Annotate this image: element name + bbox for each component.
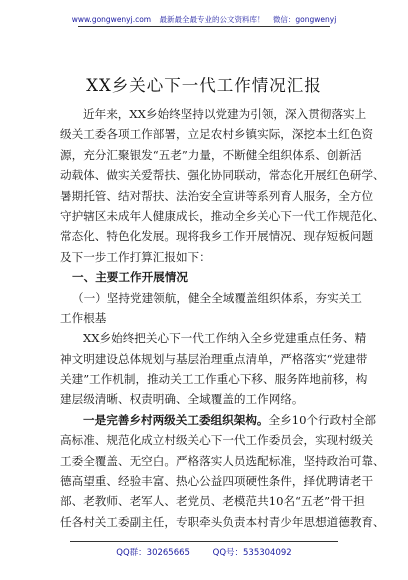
wechat-id: 微信：gongwenyj [272, 15, 337, 24]
text-line: 工委全覆盖、无空白。严格落实人员选配标准，坚持政治可靠、 [60, 453, 385, 468]
subsection-heading-cont: 工作根基 [60, 310, 107, 325]
text-line: 暑期托管、结对帮扶、法治安全宣讲等系列育人服务，全方位 [60, 188, 374, 203]
qq-group: QQ群：30265665 [116, 548, 190, 558]
lead-rest: 全乡10个行政村全部 [268, 412, 377, 427]
text-line: 常态化、特色化发展。现将我乡工作开展情况、现存短板问题 [60, 229, 374, 244]
text-line: 部、老教师、老军人、老党员、老模范共10名“五老”骨干担 [60, 494, 365, 509]
text-line: 源，充分汇聚银发“五老”力量，不断健全组织体系、创新活 [60, 147, 362, 162]
section-heading: 一、主要工作开展情况 [72, 270, 188, 285]
text-line: 近年来，XX乡始终坚持以党建为引领，深入贯彻落实上 [83, 107, 367, 121]
text-line: 级关工委各项工作部署，立足农村乡镇实际，深挖本土红色资 [60, 127, 374, 142]
text-line: 及下一步工作打算汇报如下： [60, 249, 211, 264]
document-body [60, 104, 385, 532]
text-line: 守护辖区未成年人健康成长，推动全乡关心下一代工作规范化、 [60, 208, 385, 223]
text-line [60, 410, 377, 430]
text-line: 动载体、做实关爱帮扶、强化协同联动，常态化开展红色研学、 [60, 168, 385, 183]
bold-lead: 一是完善乡村两级关工委组织架构。 [83, 412, 269, 427]
footer [0, 546, 408, 558]
text-line: XX乡始终把关心下一代工作纳入全乡党建重点任务、精 [83, 331, 367, 346]
text-line: 德高望重、经验丰富、热心公益四项硬性条件，择优聘请老干 [60, 474, 374, 489]
text-line: 任各村关工委副主任，专职牵头负责本村青少年思想道德教育、 [60, 514, 385, 529]
site-url[interactable]: www.gongwenyj.com [71, 15, 152, 24]
site-slogan: 最新最全最专业的公文资料库！ [159, 15, 265, 24]
text-line: 建层级清晰、权责明确、全域覆盖的工作网络。 [60, 392, 304, 407]
header-rule [78, 26, 330, 27]
text-line: 关建”工作机制，推动关工工作重心下移、服务阵地前移，构 [60, 372, 368, 387]
document-title: XX乡关心下一代工作情况汇报 [86, 76, 322, 95]
header-banner [0, 14, 408, 25]
footer-rule [70, 541, 338, 542]
text-line: 高标准、规范化成立村级关心下一代工作委员会，实现村级关 [60, 433, 374, 448]
qq-number: QQ号：535304092 [212, 548, 292, 558]
text-line: 神文明建设总体规划与基层治理重点清单，严格落实“党建带 [60, 351, 368, 366]
subsection-heading: （一）坚持党建领航，健全全域覆盖组织体系，夯实关工 [72, 290, 362, 305]
